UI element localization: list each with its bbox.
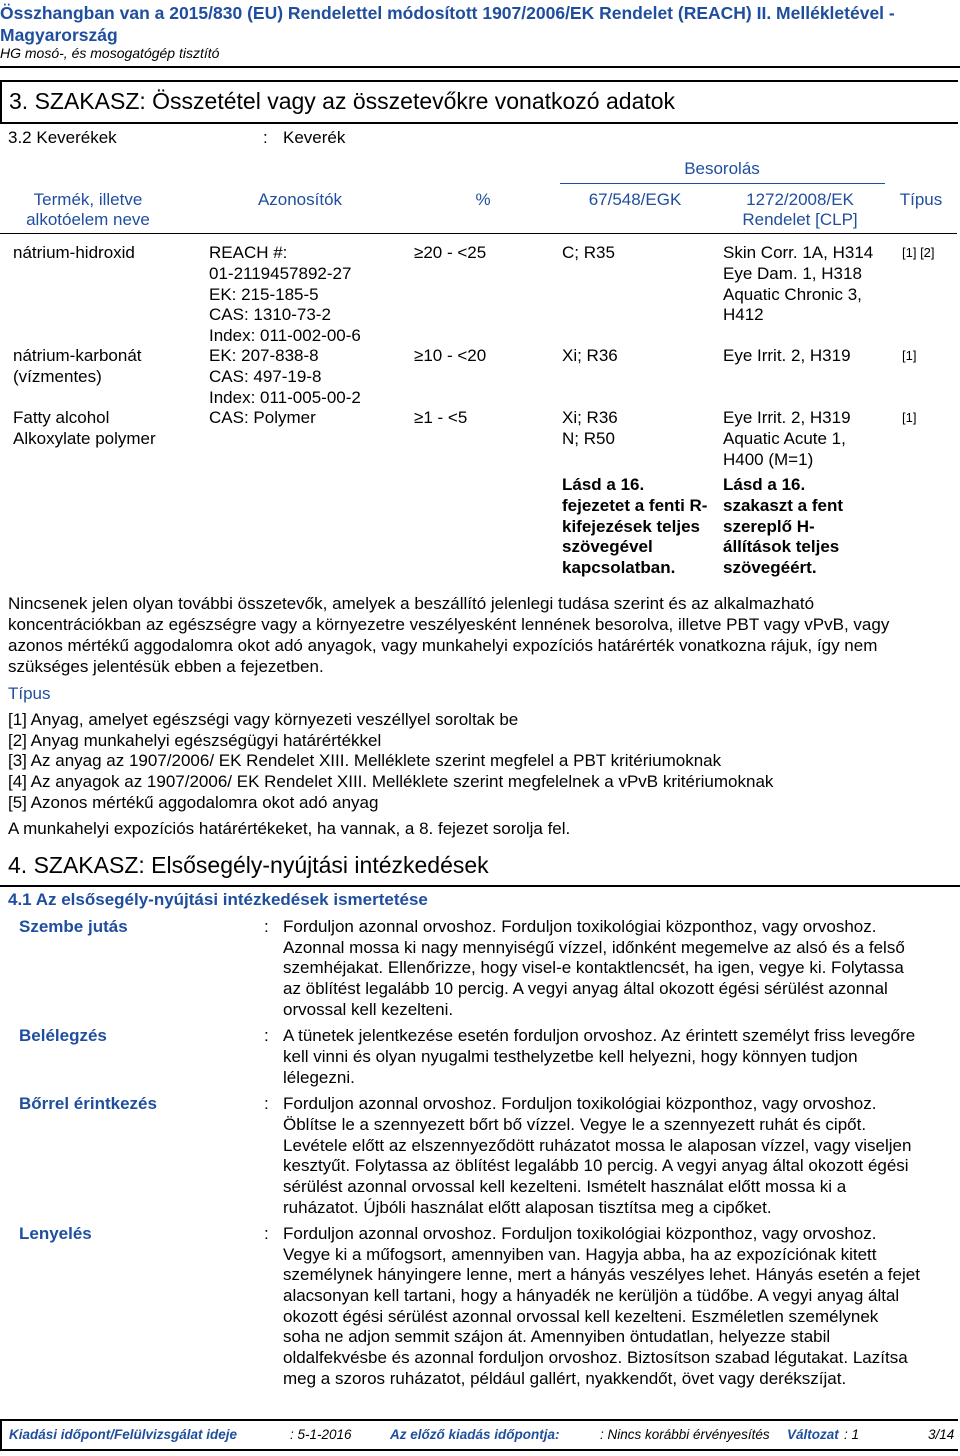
- mixtures-value: Keverék: [283, 128, 346, 147]
- first-aid-line: okozott égési sérülést azonnal orvossal kell kezelteni. Eszméletlen személynek: [283, 1307, 879, 1326]
- cell-identifier: EK: 215-185-5: [209, 285, 319, 304]
- first-aid-line: az öblítést legalább 10 percig. A vegyi anyag által okozott égési sérülést azonnal: [283, 979, 888, 998]
- cell-percent: ≥1 - <5: [414, 408, 468, 427]
- cell-identifier: Index: 011-002-00-6: [209, 326, 361, 345]
- first-aid-line: A tünetek jelentkezése esetén forduljon orvoshoz. Az érintett személyt friss levegőre: [283, 1026, 916, 1045]
- classification-heading: Besorolás: [684, 159, 760, 178]
- first-aid-line: soha ne adjon semmit szájon át. Amennyiben öntudatlan, helyezze stabil: [283, 1327, 831, 1346]
- note-line: kifejezések teljes: [562, 517, 700, 536]
- note-line: szereplő H-: [723, 517, 815, 536]
- section-3-box: [0, 80, 958, 124]
- cell-identifier: 01-2119457892-27: [209, 264, 352, 283]
- cell-name: nátrium-karbonát: [13, 346, 142, 365]
- cell-67-548: Xi; R36: [562, 346, 618, 365]
- col-header-identifiers: Azonosítók: [257, 190, 343, 209]
- paragraph-line: koncentrációkban az egészségre vagy a környezetre veszélyesként lennének besorolva, illetve PBT vagy vPvB, vagy: [8, 615, 890, 634]
- product-name: HG mosó-, és mosogatógép tisztító: [0, 45, 220, 61]
- cell-clp: H412: [723, 305, 764, 324]
- first-aid-line: lélegezni.: [283, 1068, 355, 1087]
- note-line: kapcsolatban.: [562, 558, 676, 577]
- note-line: fejezetet a fenti R-: [562, 496, 708, 515]
- type-item: [3] Az anyag az 1907/2006/ EK Rendelet XIII. Melléklete szerint megfelel a PBT kritériumoknak: [8, 751, 722, 770]
- page-number: 3/14: [928, 1427, 955, 1442]
- mixtures-label: 3.2 Keverékek: [8, 128, 117, 147]
- paragraph-line: Nincsenek jelen olyan további összetevők, amelyek a beszállító jelenlegi tudása szerint és az alkalmazható: [8, 594, 815, 613]
- col-header-type: Típus: [899, 190, 943, 209]
- cell-clp: H400 (M=1): [723, 450, 814, 469]
- note-line: Lásd a 16.: [562, 475, 645, 494]
- cell-67-548: N; R50: [562, 429, 615, 448]
- note-line: szövegével: [562, 537, 653, 556]
- page-footer: [0, 1419, 958, 1451]
- first-aid-line: személynek hányingere lenne, mert a hányás veszélyes lehet. Hányás esetén a fejet: [283, 1265, 920, 1284]
- type-item: [2] Anyag munkahelyi egészségügyi határértékkel: [8, 731, 382, 750]
- first-aid-line: oldalfekvésbe és azonnal forduljon orvoshoz. Biztosítson szabad légutakat. Lazítsa: [283, 1348, 908, 1367]
- first-aid-line: szemhéjakat. Ellenőrizze, hogy visel-e kontaktlencsét, ha igen, vegye ki. Folytassa: [283, 958, 904, 977]
- cell-67-548: Xi; R36: [562, 408, 618, 427]
- cell-type: [1]: [902, 410, 917, 425]
- first-aid-label: Bőrrel érintkezés: [19, 1094, 157, 1113]
- first-aid-label: Belélegzés: [19, 1026, 107, 1045]
- type-item: [4] Az anyagok az 1907/2006/ EK Rendelet XIII. Melléklete szerint megfelelnek a vPvB kritériumoknak: [8, 772, 774, 791]
- first-aid-line: alacsonyan kell tartani, hogy a hányadék ne kerüljön a tüdőbe. A vegyi anyag által: [283, 1286, 900, 1305]
- first-aid-label: Lenyelés: [19, 1224, 92, 1243]
- note-line: Lásd a 16.: [723, 475, 806, 494]
- first-aid-line: kesztyűt. Folytassa az öblítést legalább 10 percig. A vegyi anyag által okozott égési: [283, 1156, 909, 1175]
- cell-identifier: EK: 207-838-8: [209, 346, 319, 365]
- cell-identifier: CAS: Polymer: [209, 408, 316, 427]
- mixtures-colon: :: [263, 128, 268, 147]
- table-header-rule: [0, 233, 957, 234]
- cell-clp: Eye Dam. 1, H318: [723, 264, 862, 283]
- paragraph-line: szükséges jelentésük ebben a fejezetben.: [8, 657, 324, 676]
- col-header-percent: %: [475, 190, 491, 209]
- header-divider: [0, 66, 960, 68]
- issue-date-value: : 5-1-2016: [290, 1427, 352, 1442]
- cell-percent: ≥10 - <20: [414, 346, 487, 365]
- col-header-clp-1: 1272/2008/EK: [746, 190, 854, 209]
- cell-name: Fatty alcohol: [13, 408, 110, 427]
- version-value: : 1: [844, 1427, 860, 1442]
- first-aid-colon: :: [264, 1026, 269, 1045]
- cell-name: nátrium-hidroxid: [13, 243, 135, 262]
- col-header-67-548: 67/548/EGK: [588, 190, 682, 209]
- type-item: [1] Anyag, amelyet egészségi vagy környezeti veszéllyel soroltak be: [8, 710, 519, 729]
- cell-type: [1]: [902, 348, 917, 363]
- cell-type: [1] [2]: [902, 245, 935, 260]
- first-aid-line: kell vinni és olyan nyugalmi testhelyzetbe kell helyezni, hogy könnyen tudjon: [283, 1047, 858, 1066]
- previous-issue-value: : Nincs korábbi érvényesítés: [600, 1427, 770, 1442]
- section-3-title: 3. SZAKASZ: Összetétel vagy az összetevőkre vonatkozó adatok: [9, 88, 676, 114]
- first-aid-line: orvossal kell kezelteni.: [283, 1000, 454, 1019]
- first-aid-colon: :: [264, 917, 269, 936]
- cell-name: (vízmentes): [13, 367, 102, 386]
- first-aid-label: Szembe jutás: [19, 917, 128, 936]
- first-aid-line: Forduljon azonnal orvoshoz. Forduljon toxikológiai központhoz, vagy orvoshoz.: [283, 1094, 877, 1113]
- note-line: szakaszt a fent: [723, 496, 843, 515]
- col-header-name-2: alkotóelem neve: [26, 210, 150, 229]
- first-aid-line: meg a szoros ruházatot, például gallért, nyakkendőt, övet vagy derékszíjat.: [283, 1369, 847, 1388]
- note-line: állítások teljes: [723, 537, 840, 556]
- first-aid-line: Vegye ki a műfogsort, amennyiben van. Hagyja abba, ha az expozíciónak kitett: [283, 1245, 877, 1264]
- exposure-note: A munkahelyi expozíciós határértékeket, ha vannak, a 8. fejezet sorolja fel.: [8, 819, 571, 838]
- type-heading: Típus: [8, 684, 51, 703]
- cell-clp: Skin Corr. 1A, H314: [723, 243, 874, 262]
- first-aid-line: Azonnal mossa ki nagy mennyiségű vízzel, időnként megemelve az alsó és a felső: [283, 938, 905, 957]
- cell-clp: Eye Irrit. 2, H319: [723, 346, 851, 365]
- first-aid-colon: :: [264, 1224, 269, 1243]
- type-item: [5] Azonos mértékű aggodalomra okot adó anyag: [8, 793, 379, 812]
- cell-clp: Aquatic Chronic 3,: [723, 285, 862, 304]
- first-aid-line: Levétele előtt az elszennyeződött ruházatot mossa le alaposan vízzel, vagy viseljen: [283, 1136, 912, 1155]
- cell-identifier: REACH #:: [209, 243, 288, 262]
- cell-67-548: C; R35: [562, 243, 615, 262]
- version-label: Változat: [787, 1427, 839, 1442]
- first-aid-line: Öblítse le a szennyezett bőrt bő vízzel. Vegye le a szennyezett ruhát és cipőt.: [283, 1115, 867, 1134]
- col-header-name-1: Termék, illetve: [33, 190, 143, 209]
- section-4-divider: [0, 885, 960, 887]
- previous-issue-label: Az előző kiadás időpontja:: [390, 1427, 560, 1442]
- first-aid-line: ruházatot. Újbóli használat előtt alaposan tisztítsa meg a cipőket.: [283, 1198, 772, 1217]
- issue-date-label: Kiadási időpont/Felülvizsgálat ideje: [9, 1427, 238, 1442]
- cell-identifier: CAS: 1310-73-2: [209, 305, 331, 324]
- cell-identifier: CAS: 497-19-8: [209, 367, 322, 386]
- first-aid-line: Forduljon azonnal orvoshoz. Forduljon toxikológiai központhoz, vagy orvoshoz.: [283, 917, 877, 936]
- cell-clp: Eye Irrit. 2, H319: [723, 408, 851, 427]
- cell-percent: ≥20 - <25: [414, 243, 487, 262]
- note-line: szövegéért.: [723, 558, 817, 577]
- cell-identifier: Index: 011-005-00-2: [209, 388, 361, 407]
- col-header-clp-2: Rendelet [CLP]: [742, 210, 858, 229]
- first-aid-line: Forduljon azonnal orvoshoz. Forduljon toxikológiai központhoz, vagy orvoshoz.: [283, 1224, 877, 1243]
- document-title: Összhangban van a 2015/830 (EU) Rendelettel módosított 1907/2006/EK Rendelet (REACH) II. Mellékletével - Magyarország: [0, 3, 895, 45]
- paragraph-line: azonos mértékű aggodalomra okot adó anyagok, vagy munkahelyi expozíciós határérték vonatkozna rájuk, így nem: [8, 636, 878, 655]
- first-aid-line: sérülést azonnal orvossal kell kezelteni. Ismételt használat előtt mossa ki a: [283, 1177, 847, 1196]
- cell-clp: Aquatic Acute 1,: [723, 429, 846, 448]
- cell-name: Alkoxylate polymer: [13, 429, 156, 448]
- classification-underline: [560, 183, 885, 184]
- first-aid-colon: :: [264, 1094, 269, 1113]
- section-4-1-title: 4.1 Az elsősegély-nyújtási intézkedések ismertetése: [8, 890, 428, 909]
- section-4-title: 4. SZAKASZ: Elsősegély-nyújtási intézkedések: [8, 852, 489, 878]
